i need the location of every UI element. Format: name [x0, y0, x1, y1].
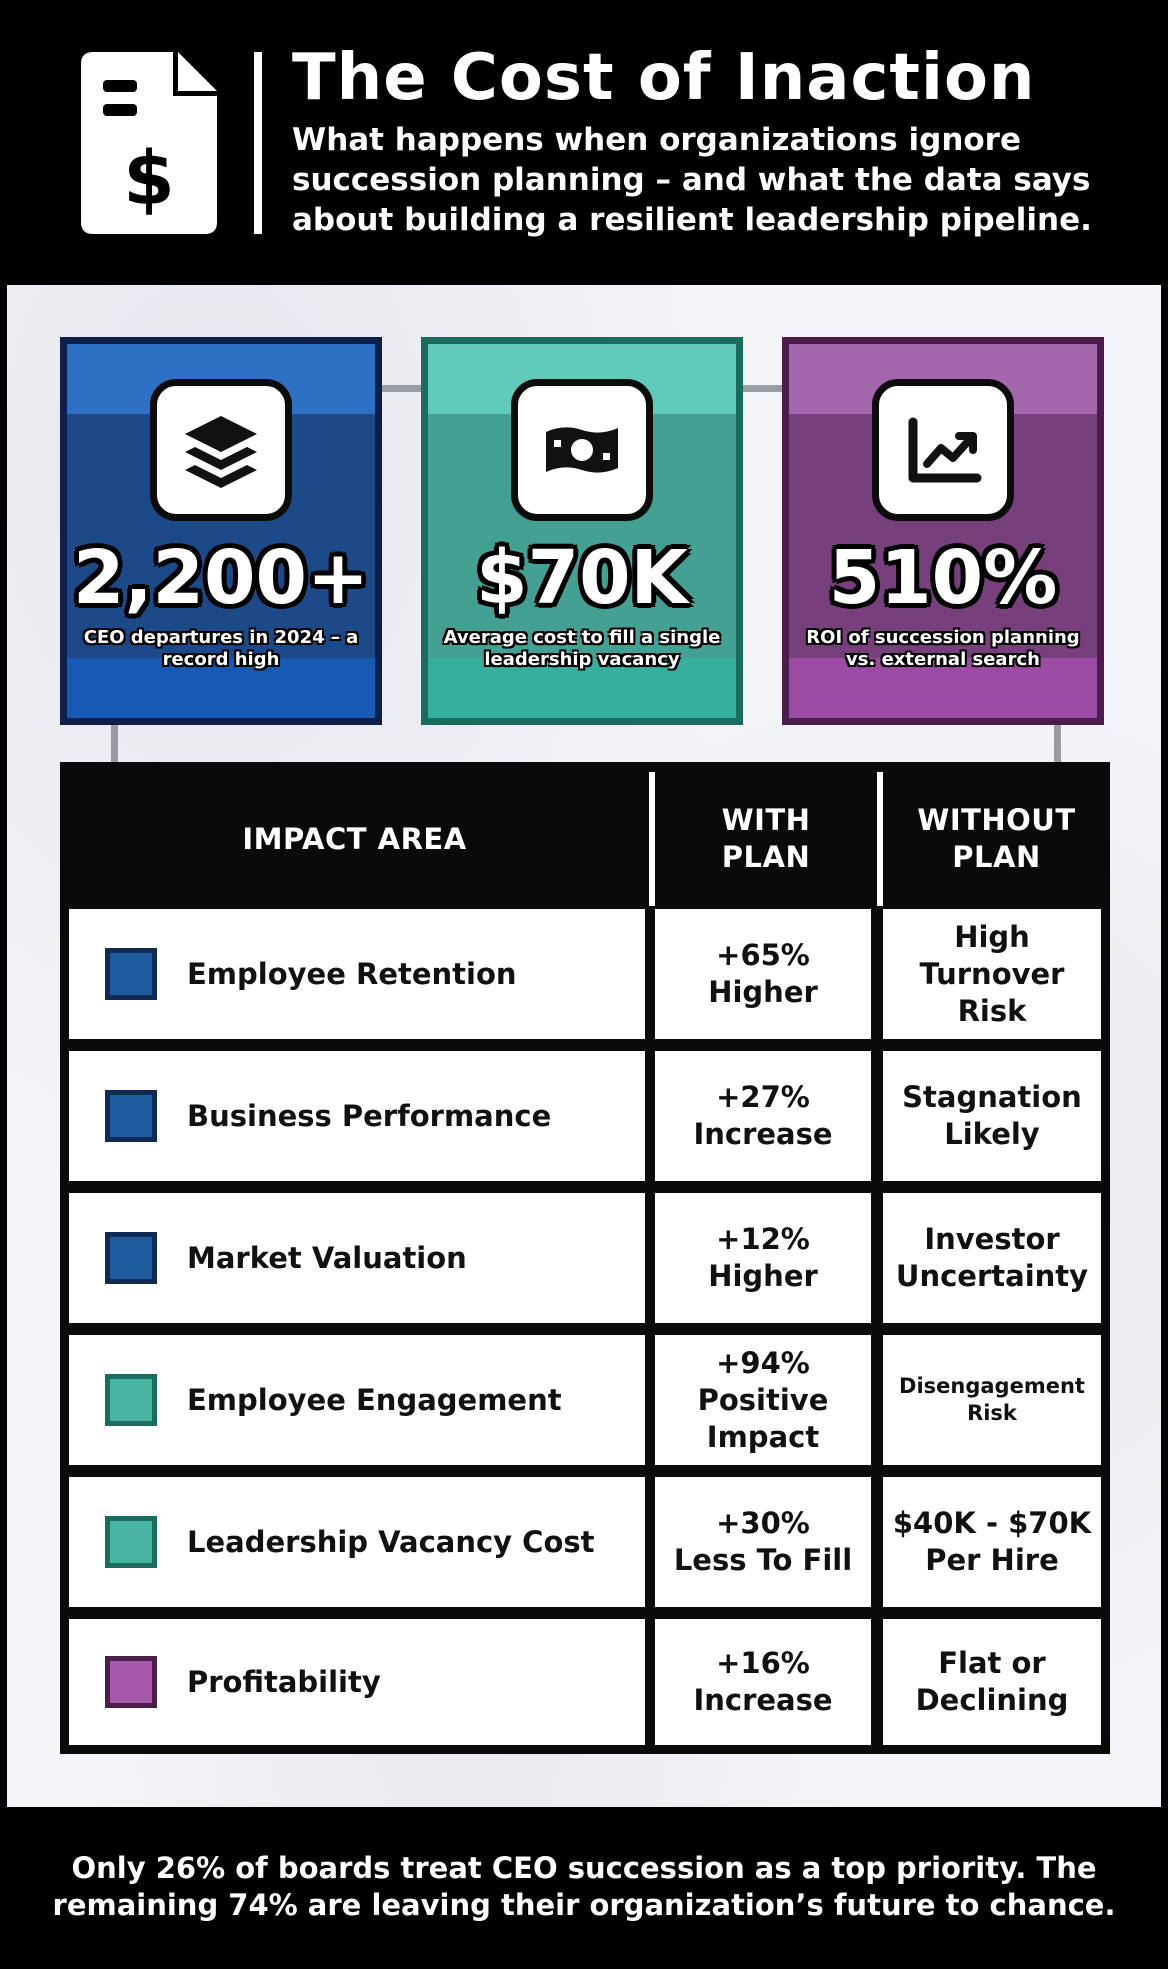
stat-label: Average cost to fill a single leadership vacancy [443, 627, 721, 670]
header-with-plan: WITH PLAN [721, 803, 811, 874]
stat-card-vacancy-cost [421, 337, 743, 725]
stat-value: 510% [828, 535, 1058, 621]
table-row-employee-engagement [69, 1335, 645, 1465]
connector-line [1054, 722, 1061, 764]
with-plan-value: +30% Less To Fill [655, 1477, 871, 1607]
connector-line [111, 722, 118, 764]
row-color-swatch [105, 1232, 157, 1284]
comparison-table [60, 762, 1110, 1754]
without-plan-value: $40K - $70K Per Hire [883, 1477, 1101, 1607]
without-plan-value: High Turnover Risk [883, 909, 1101, 1039]
table-row-business-performance [69, 1051, 645, 1181]
row-color-swatch [105, 1090, 157, 1142]
stat-label: CEO departures in 2024 – a record high [83, 627, 359, 670]
stat-label: ROI of succession planning vs. external search [806, 627, 1080, 670]
impact-area-label: Employee Engagement [187, 1383, 562, 1417]
invoice-dollar-icon [81, 52, 217, 234]
with-plan-value: +16% Increase [655, 1619, 871, 1745]
without-plan-value: Flat or Declining [883, 1619, 1101, 1745]
row-color-swatch [105, 948, 157, 1000]
row-color-swatch [105, 1516, 157, 1568]
connector-line [380, 385, 424, 392]
table-row-market-valuation [69, 1193, 645, 1323]
impact-area-label: Profitability [187, 1665, 381, 1699]
stat-value: $70K [476, 535, 688, 621]
table-row-leadership-vacancy-cost [69, 1477, 645, 1607]
page-subtitle: What happens when organizations ignore succession planning – and what the data says about building a resilient leadership pipeline. [292, 122, 1092, 238]
with-plan-value: +12% Higher [655, 1193, 871, 1323]
without-plan-value: Investor Uncertainty [883, 1193, 1101, 1323]
impact-area-label: Market Valuation [187, 1241, 467, 1275]
page-title: The Cost of Inaction [292, 41, 1036, 115]
without-plan-value: Stagnation Likely [883, 1051, 1101, 1181]
impact-area-label: Employee Retention [187, 957, 517, 991]
row-color-swatch [105, 1656, 157, 1708]
stat-card-roi [782, 337, 1104, 725]
chart-line-icon [872, 379, 1014, 521]
row-color-swatch [105, 1374, 157, 1426]
header-impact-area: IMPACT AREA [242, 821, 467, 856]
svg-text:$: $ [123, 136, 175, 222]
header-without-plan: WITHOUT PLAN [917, 803, 1076, 874]
money-bill-icon [511, 379, 653, 521]
connector-line [741, 385, 785, 392]
table-row-employee-retention [69, 909, 645, 1039]
impact-area-label: Leadership Vacancy Cost [187, 1525, 595, 1559]
footer-note: Only 26% of boards treat CEO succession as a top priority. The remaining 74% are leaving their organization’s future to chance. [52, 1851, 1116, 1922]
stat-card-ceo-departures [60, 337, 382, 725]
table-row-profitability [69, 1619, 645, 1745]
with-plan-value: +94% Positive Impact [655, 1335, 871, 1465]
without-plan-value: Disengagement Risk [883, 1335, 1101, 1465]
with-plan-value: +65% Higher [655, 909, 871, 1039]
with-plan-value: +27% Increase [655, 1051, 871, 1181]
impact-area-label: Business Performance [187, 1099, 552, 1133]
header-divider [254, 52, 262, 234]
stat-value: 2,200+ [72, 535, 370, 621]
layers-icon [150, 379, 292, 521]
